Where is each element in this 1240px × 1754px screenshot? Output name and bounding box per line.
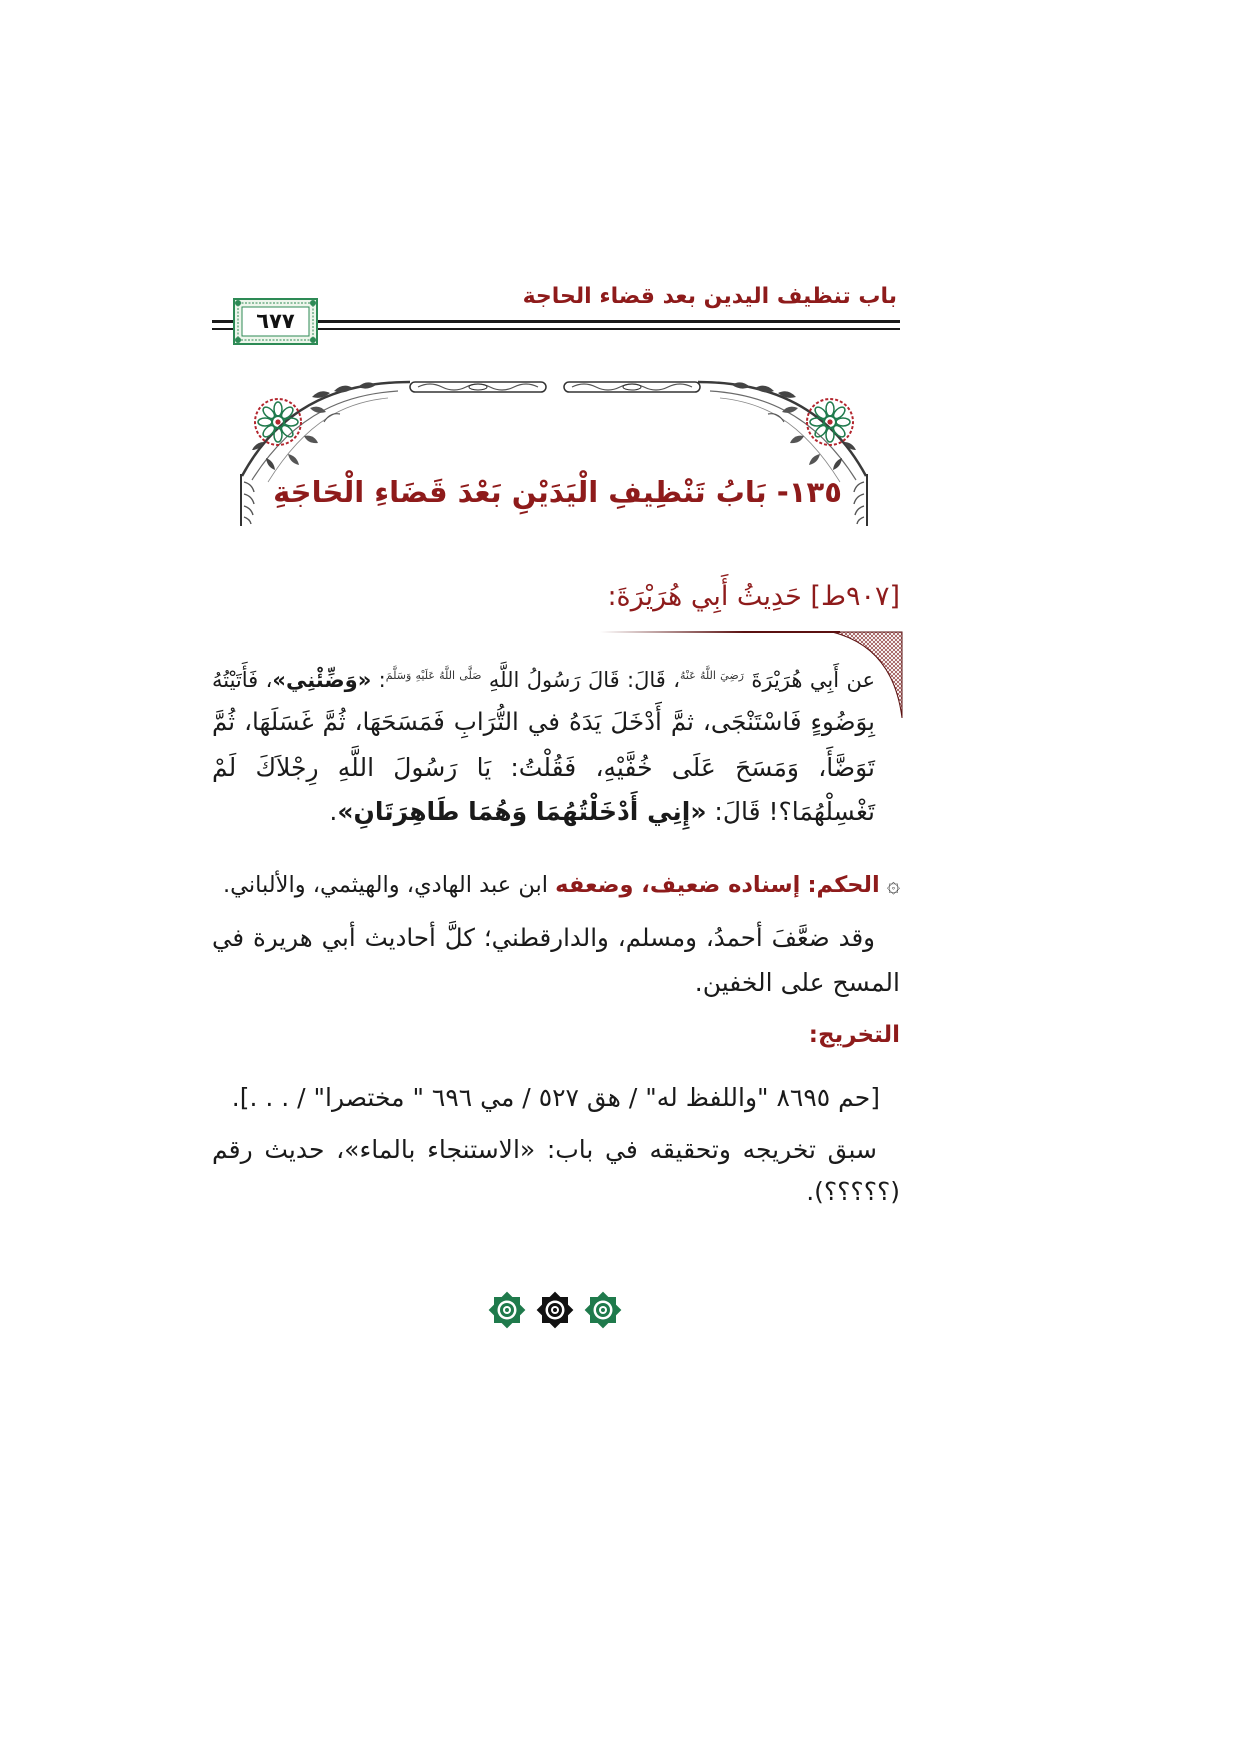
chapter-title (270, 469, 845, 515)
header-rule-thick-left (212, 320, 233, 323)
hadith-text: تَغْسِلْهُمَا؟! قَالَ: (706, 797, 875, 826)
top-chain-ornament-right (564, 382, 700, 392)
page-number: ٦٧٧ (256, 309, 295, 333)
radiallahu-anhu-honorific: رَضِيَ اللَّهُ عَنْهُ (680, 669, 744, 682)
ruling-line (212, 865, 900, 905)
chapter-title-text: بَابُ تَنْظِيفِ الْيَدَيْنِ بَعْدَ قَضَاءِ الْحَاجَةِ (273, 475, 767, 509)
hadith-line-4 (212, 792, 875, 832)
ruling-verdict: إسناده ضعيف، وضعفه (555, 872, 801, 898)
salutation-honorific: صَلَّى اللَّهُ عَلَيْهِ وَسَلَّمَ (385, 669, 482, 682)
hadith-line-1 (212, 656, 875, 696)
header-rule-thick-right (318, 320, 900, 323)
hadith-line-2: بِوَضُوءٍ فَاسْتَنْجَى، ثمَّ أَدْخَلَ يَدَهُ في التُّرَابِ فَمَسَحَهَا، ثُمَّ غَسَلَهَا، ثُمَّ (212, 707, 875, 736)
chapter-number: ١٣٥- (776, 475, 842, 509)
hadith-heading-text: حَدِيثُ أَبِي هُرَيْرَةَ: (607, 581, 802, 612)
running-header-title: باب تنظيف اليدين بعد قضاء الحاجة (522, 284, 897, 309)
ruling-label: الحكم: (807, 872, 880, 898)
prophet-quote: «إِنِي أَدْخَلْتُهُمَا وَهُمَا طَاهِرَتَانِ» (337, 797, 707, 826)
rub-el-hizb-icon: ۞ (886, 872, 900, 898)
flower-ornament-icon (488, 1291, 526, 1329)
flower-ornament-icon (536, 1291, 574, 1329)
hadith-text: ، قَالَ: قَالَ رَسُولُ اللَّهِ (481, 668, 680, 692)
hadith-ref: [٩٠٧ط] (810, 581, 900, 612)
hadith-text: عن أَبِي هُرَيْرَةَ (744, 668, 876, 692)
cross-reference-line-1: سبق تخريجه وتحقيقه في باب: «الاستنجاء بالماء»، حديث رقم (212, 1135, 877, 1164)
heading-underline (600, 631, 840, 633)
top-chain-ornament-left (410, 382, 546, 392)
hadith-heading (600, 577, 900, 617)
hadith-text: : (371, 668, 386, 692)
hadith-line-3: تَوَضَّأَ، وَمَسَحَ عَلَى خُفَّيْهِ، فَقُلْتُ: يَا رَسُولَ اللَّهِ رِجْلاَكَ لَمْ (212, 753, 875, 782)
takhrij-label: التخريج: (808, 1022, 900, 1048)
hadith-text: ، فَأَتَيْتُهُ (212, 668, 273, 692)
footer-ornaments (488, 1291, 622, 1329)
flower-ornament-icon (584, 1291, 622, 1329)
prophet-quote: «وَضِّئْنِي» (272, 668, 372, 692)
cross-reference-line-2: (؟؟؟؟؟). (806, 1177, 900, 1206)
page-number-box (233, 298, 318, 345)
hadith-text: . (329, 797, 338, 826)
header-rule-thin-right (318, 328, 900, 330)
takhrij-sources: [حم ٨٦٩٥ "واللفظ له" / هق ٥٢٧ / مي ٦٩٦ " مختصرا" / . . .]. (231, 1083, 880, 1112)
note-line-2: المسح على الخفين. (694, 968, 900, 997)
header-rule-thin-left (212, 328, 233, 330)
ruling-authorities: ابن عبد الهادي، والهيثمي، والألباني. (222, 872, 549, 898)
note-line-1: وقد ضعَّفَ أحمدُ، ومسلم، والدارقطني؛ كلَّ أحاديث أبي هريرة في (212, 923, 875, 952)
